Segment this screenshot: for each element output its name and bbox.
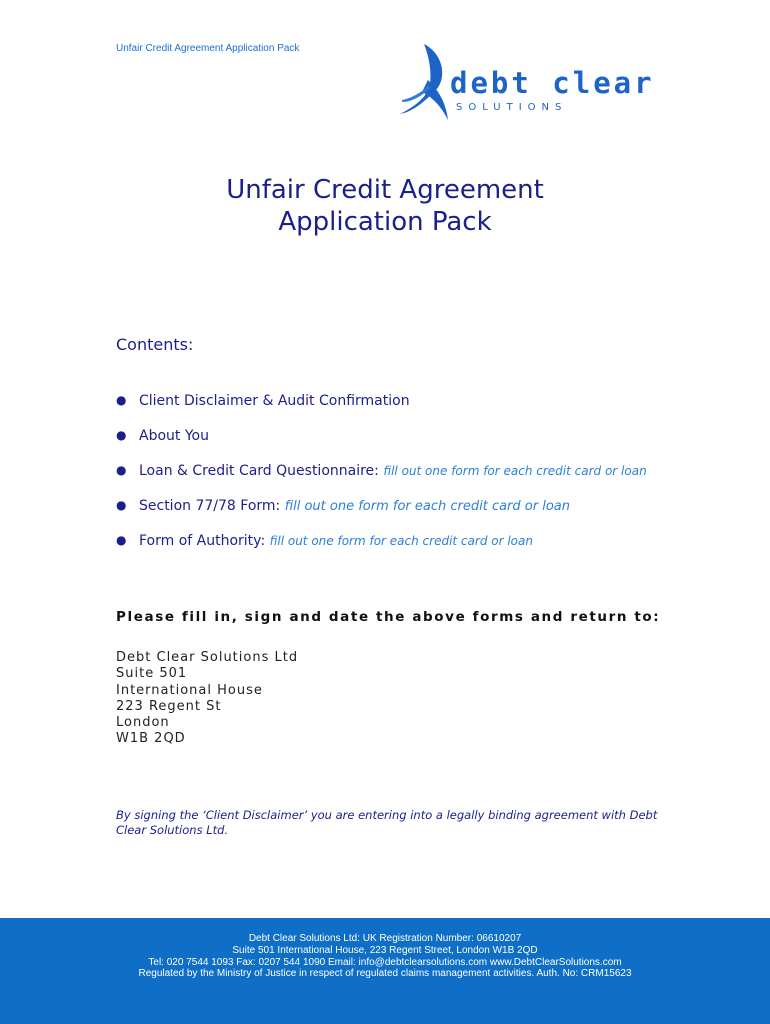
logo-wordmark: debt clear (450, 66, 655, 100)
bullet-icon: ● (116, 463, 127, 477)
list-item (116, 463, 736, 498)
footer-line: Suite 501 International House, 223 Regent Street, London W1B 2QD (232, 944, 538, 956)
bullet-icon: ● (116, 498, 127, 512)
footer-line: Tel: 020 7544 1093 Fax: 0207 544 1090 Email: info@debtclearsolutions.com www.DebtClearSolutions.com (148, 956, 622, 968)
list-item (116, 393, 736, 428)
bullet-icon: ● (116, 393, 127, 407)
list-item-label: About You (139, 428, 209, 444)
list-item-note: fill out one form for each credit card or loan (383, 464, 647, 478)
address-line: Suite 501 (116, 666, 188, 682)
list-item (116, 428, 736, 463)
list-item (116, 498, 736, 533)
list-item (116, 533, 736, 568)
address-line: Debt Clear Solutions Ltd (116, 650, 299, 665)
list-item-label: Form of Authority: (139, 533, 266, 549)
header-label: Unfair Credit Agreement Application Pack (116, 43, 300, 54)
address-line: International House (116, 682, 263, 698)
logo-subtitle: SOLUTIONS (456, 102, 568, 113)
bullet-icon: ● (116, 428, 127, 442)
disclaimer-note: By signing the ‘Client Disclaimer’ you are entering into a legally binding agreement with Debt Clear Solutions Ltd. (116, 808, 658, 837)
address-line: 223 Regent St (116, 698, 222, 714)
list-item-label: Section 77/78 Form: (139, 498, 281, 514)
list-item-note: fill out one form for each credit card or loan (269, 534, 533, 548)
address-line: W1B 2QD (116, 731, 186, 747)
page-footer (0, 918, 770, 1024)
company-logo (398, 40, 658, 126)
return-instructions-heading: Please fill in, sign and date the above forms and return to: (116, 609, 661, 625)
page-title-line-2: Application Pack (278, 207, 492, 237)
contents-list (116, 393, 736, 568)
bullet-icon: ● (116, 533, 127, 547)
list-item-note: fill out one form for each credit card or loan (284, 499, 570, 514)
list-item-label: Client Disclaimer & Audit Confirmation (139, 393, 410, 409)
return-address (116, 650, 298, 748)
list-item-label: Loan & Credit Card Questionnaire: (139, 463, 379, 479)
page-title-line-1: Unfair Credit Agreement (226, 175, 544, 205)
footer-line: Debt Clear Solutions Ltd: UK Registration Number: 06610207 (248, 933, 522, 944)
address-line: London (116, 715, 170, 731)
footer-line: Regulated by the Ministry of Justice in respect of regulated claims management activities. Auth. No: CRM15623 (138, 968, 632, 980)
contents-heading: Contents: (116, 335, 194, 354)
